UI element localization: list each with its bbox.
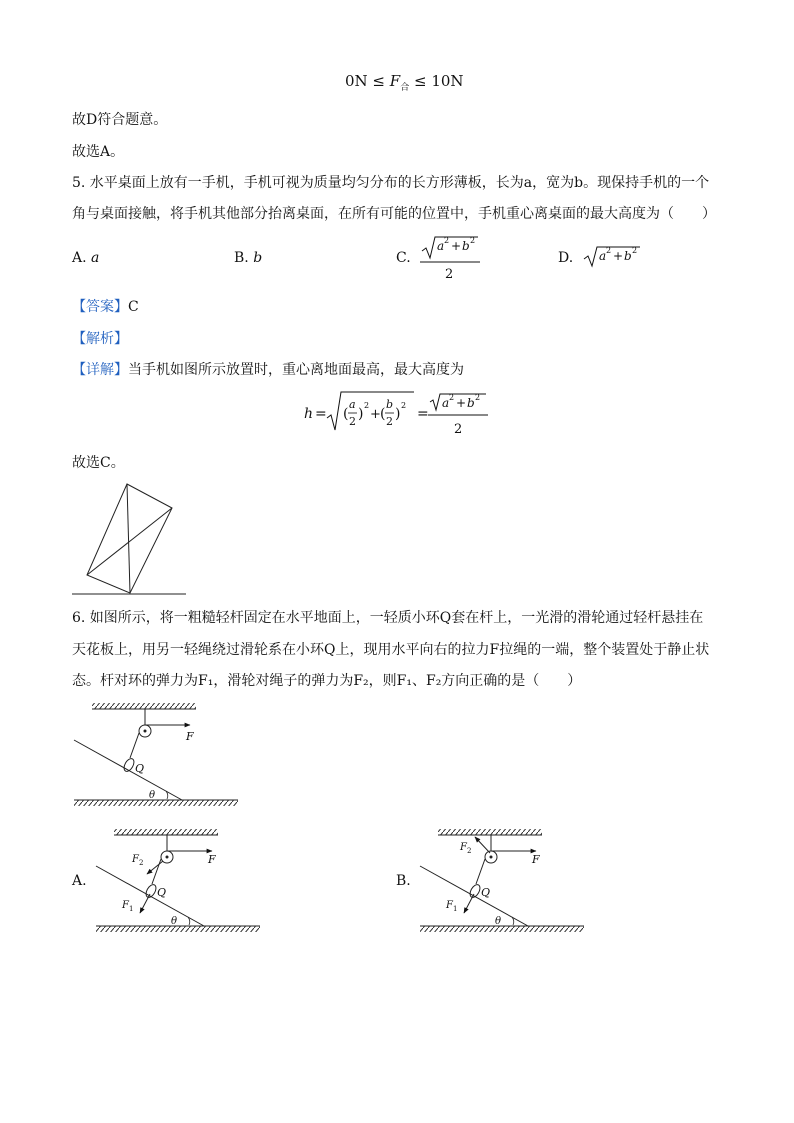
c-exp-b: 2 (470, 236, 476, 245)
formula-eq2: = (417, 406, 429, 422)
phone-diagonal-1 (127, 484, 130, 593)
label-F1-sub: 1 (129, 905, 134, 913)
inequality-left: 0N ≤ (345, 72, 390, 90)
answer-bracket: 【答案】 (72, 299, 128, 315)
paren-open-1: ( (343, 406, 349, 422)
d-radicand-b: b (624, 249, 632, 263)
q5-option-d-label: D. (558, 250, 574, 266)
d-exp-a: 2 (606, 246, 612, 255)
q6-setup-diagram (72, 700, 242, 810)
formula-two-a: 2 (349, 415, 356, 428)
formula-plus: + (370, 407, 381, 422)
option-a-value: a (91, 250, 100, 266)
q5-option-b (234, 250, 262, 266)
label-F: F (186, 730, 194, 743)
formula-a: a (349, 398, 356, 411)
option-b-value: b (253, 250, 263, 266)
label-F1: F (122, 900, 129, 911)
phone-diagram (72, 480, 192, 600)
q5-answer (72, 297, 139, 317)
rhs-exp-a: 2 (449, 393, 455, 402)
label-F2-sub: 2 (139, 859, 144, 867)
q5-line1: 5. 水平桌面上放有一手机，手机可视为质量均匀分布的长方形薄板，长为a，宽为b。现保持手机的一个 (72, 175, 710, 191)
label-F: F (208, 853, 216, 866)
formula-sq2: 2 (401, 401, 407, 410)
rhs-denominator: 2 (454, 422, 463, 437)
q5-option-c-label: C. (396, 250, 411, 266)
d-radicand-a: a (599, 249, 607, 263)
c-radicand-a: a (437, 239, 445, 253)
c-radicand-b: b (462, 239, 470, 253)
top-inequality (345, 72, 464, 93)
answer-value: C (128, 299, 139, 315)
line-choose-a: 故选A。 (72, 144, 125, 160)
rhs-plus: + (456, 396, 467, 410)
d-exp-b: 2 (632, 246, 638, 255)
q6-option-a-label: A. (72, 873, 87, 889)
q5-option-a (72, 250, 99, 266)
q6-line2: 天花板上，用另一轻绳绕过滑轮系在小环Q上，现用水平向右的拉力F拉绳的一端，整个装置处于静止状 (72, 642, 710, 658)
ring-Q (144, 883, 158, 899)
q6-option-b-diagram (418, 826, 588, 936)
q5-option-d-formula (580, 244, 644, 272)
option-a-label: A. (72, 250, 87, 266)
c-denominator: 2 (445, 267, 454, 282)
q5-detail (72, 360, 464, 380)
q5-line2: 角与桌面接触，将手机其他部分抬离桌面，在所有可能的位置中，手机重心离桌面的最大高度为（ ） (72, 206, 716, 222)
q6-line1: 6. 如图所示，将一粗糙轻杆固定在水平地面上，一轻质小环Q套在杆上，一光滑的滑轮通过轻杆悬挂在 (72, 610, 704, 626)
label-F1-sub: 1 (453, 905, 458, 913)
rod (74, 740, 182, 800)
formula-h: h (304, 406, 314, 422)
q5-option-c-formula (418, 234, 482, 282)
rhs-exp-b: 2 (475, 393, 481, 402)
label-Q: Q (157, 886, 167, 899)
label-F2: F (460, 842, 467, 853)
F1-arrow (140, 894, 150, 913)
paren-open-2: ( (380, 406, 386, 422)
label-Q: Q (481, 886, 491, 899)
rope (130, 733, 139, 758)
analysis-bracket: 【解析】 (72, 331, 128, 347)
detail-bracket: 【详解】 (72, 362, 128, 378)
rhs-b: b (467, 396, 475, 410)
paren-close-2: ) (395, 406, 401, 422)
q5-analysis (72, 329, 128, 349)
q5-conclusion: 故选C。 (72, 455, 125, 471)
label-F: F (532, 853, 540, 866)
inequality-right: ≤ 10N (409, 72, 464, 90)
option-b-label: B. (234, 250, 249, 266)
inequality-var: F (389, 72, 401, 90)
formula-sq1: 2 (364, 401, 370, 410)
rhs-a: a (442, 396, 450, 410)
detail-text: 当手机如图所示放置时，重心离地面最高，最大高度为 (128, 362, 464, 378)
label-F2: F (132, 854, 139, 865)
c-exp-a: 2 (444, 236, 450, 245)
ring-Q (468, 883, 482, 899)
c-plus: + (451, 239, 462, 253)
formula-b: b (386, 398, 394, 411)
F1-arrow (464, 894, 474, 913)
F2-arrow (475, 837, 490, 853)
label-theta: θ (149, 790, 156, 801)
label-F2-sub: 2 (467, 847, 472, 855)
F2-arrow (147, 861, 163, 874)
line-d-conclusion: 故D符合题意。 (72, 112, 168, 128)
label-F1: F (446, 900, 453, 911)
label-Q: Q (135, 762, 145, 775)
q6-option-b-label: B. (396, 873, 411, 889)
q6-line3: 态。杆对环的弹力为F₁，滑轮对绳子的弹力为F₂，则F₁、F₂方向正确的是（ ） (72, 673, 582, 689)
q5-height-formula (302, 390, 502, 440)
paren-close-1: ) (358, 406, 364, 422)
formula-eq1: = (315, 406, 327, 422)
ring-Q (122, 757, 136, 773)
label-theta: θ (495, 916, 502, 927)
formula-two-b: 2 (386, 415, 393, 428)
d-plus: + (613, 249, 624, 263)
inequality-sub: 合 (400, 83, 410, 93)
q6-option-a-diagram (94, 826, 264, 936)
label-theta: θ (171, 916, 178, 927)
